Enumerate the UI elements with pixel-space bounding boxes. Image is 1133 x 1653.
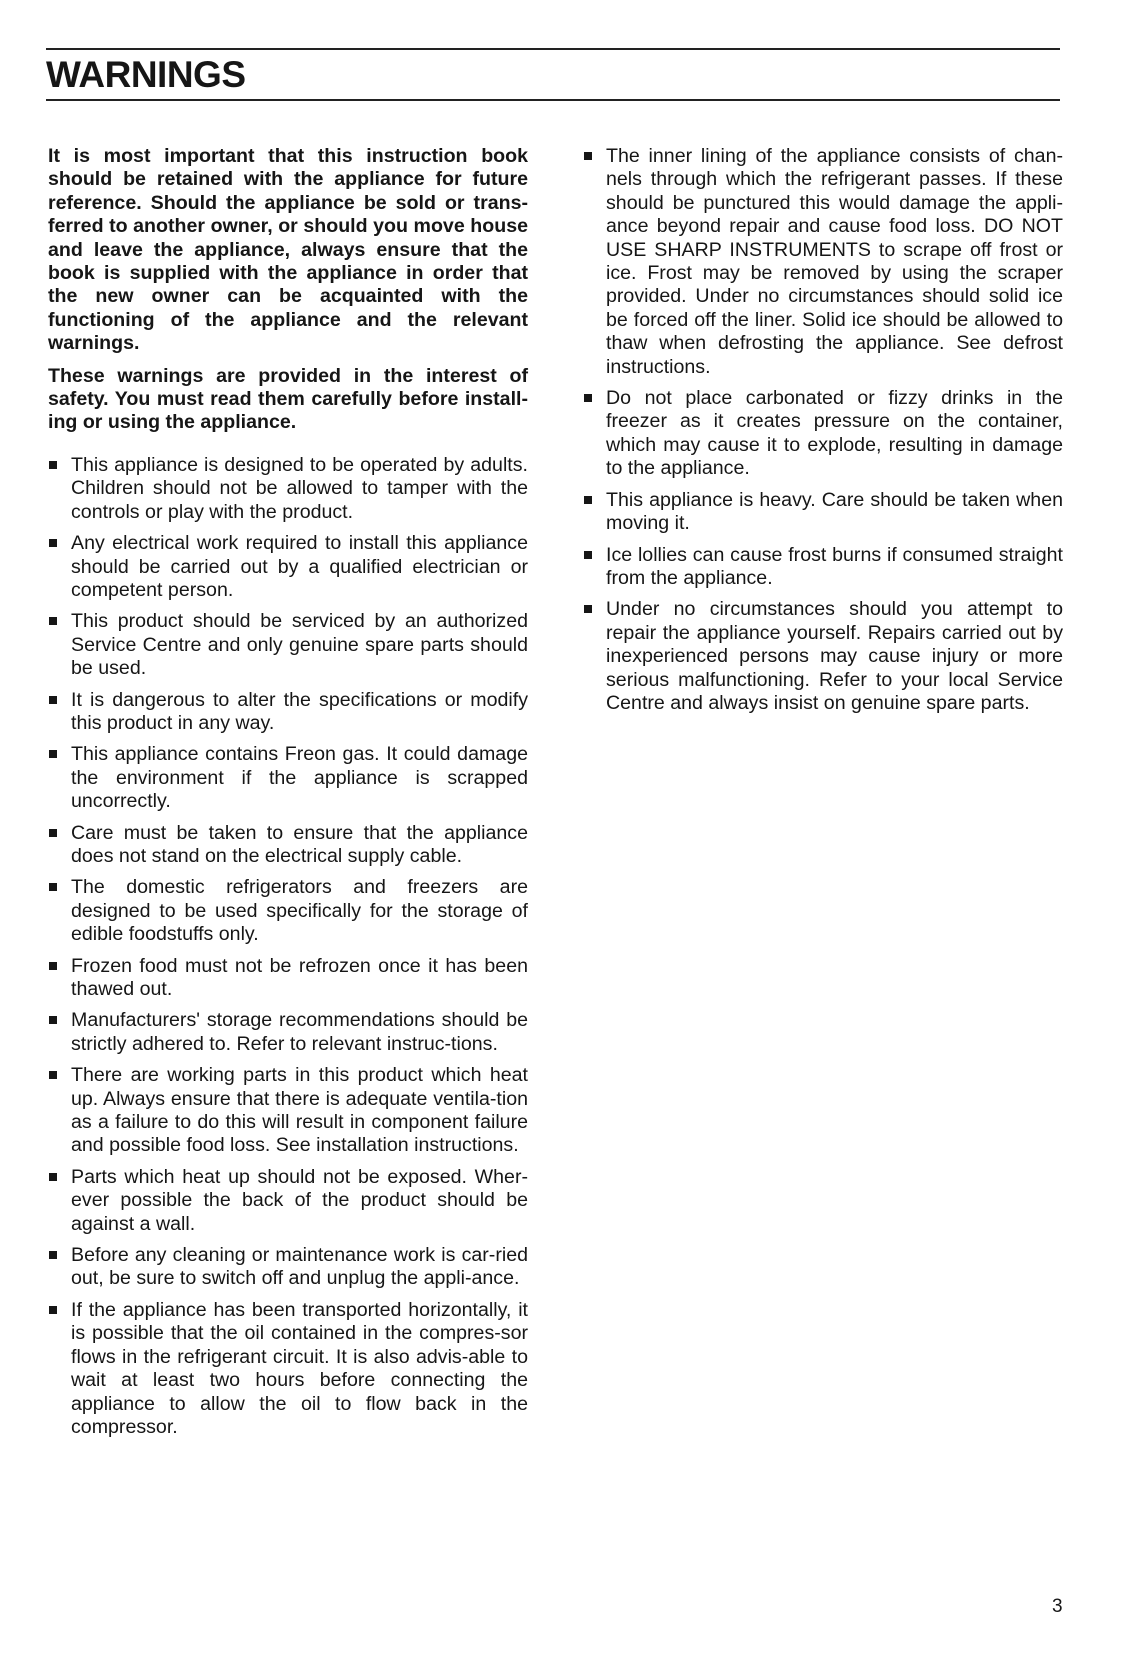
warning-list-left xyxy=(48,454,528,1439)
warning-item xyxy=(48,532,528,602)
bullet-icon xyxy=(49,1251,57,1259)
right-column xyxy=(583,145,1063,723)
warning-item xyxy=(48,822,528,869)
bullet-icon xyxy=(584,605,592,613)
bullet-icon xyxy=(49,1016,57,1024)
warning-item xyxy=(583,145,1063,379)
intro-paragraph-retain-book: It is most important that this instruction book should be retained with the appliance for future reference. Should the appliance be sold or trans-ferred to another owner, or should you move house and leave the appliance, always ensure that the book is supplied with the appliance in order that the new owner can be acquainted with the functioning of the appliance and the relevant warnings. xyxy=(48,145,528,355)
warning-text: Ice lollies can cause frost burns if consumed straight from the appliance. xyxy=(606,543,1063,589)
warning-item xyxy=(48,876,528,946)
bullet-icon xyxy=(584,152,592,160)
bullet-icon xyxy=(584,394,592,402)
warning-text: Manufacturers' storage recommendations should be strictly adhered to. Refer to relevant instruc-tions. xyxy=(71,1009,528,1055)
warning-text: This appliance is heavy. Care should be taken when moving it. xyxy=(606,488,1063,535)
warning-item xyxy=(48,454,528,524)
warning-item xyxy=(583,489,1063,536)
warning-item xyxy=(583,544,1063,591)
bullet-icon xyxy=(49,1173,57,1181)
warning-text: Frozen food must not be refrozen once it has been thawed out. xyxy=(71,954,528,1000)
bullet-icon xyxy=(49,1306,57,1314)
warning-text: This appliance is designed to be operated by adults. Children should not be allowed to tamper with the controls or play with the product. xyxy=(71,453,528,523)
warning-item xyxy=(48,610,528,680)
warning-list-right xyxy=(583,145,1063,715)
bullet-icon xyxy=(49,461,57,469)
warning-text: This appliance contains Freon gas. It could damage the environment if the appliance is scrapped uncorrectly. xyxy=(71,743,528,813)
warning-item xyxy=(48,1166,528,1236)
bullet-icon xyxy=(49,962,57,970)
warning-text: Before any cleaning or maintenance work is car-ried out, be sure to switch off and unplug the appli-ance. xyxy=(71,1244,528,1290)
bullet-icon xyxy=(584,551,592,559)
warning-text: There are working parts in this product which heat up. Always ensure that there is adequate ventila-tion as a failure to do this will result in component failure and possible food loss. See installation instructions. xyxy=(71,1064,528,1157)
warning-text: This product should be serviced by an authorized Service Centre and only genuine spare parts should be used. xyxy=(71,610,528,680)
warning-item xyxy=(583,598,1063,715)
bullet-icon xyxy=(49,696,57,704)
warning-text: Parts which heat up should not be exposed. Wher-ever possible the back of the product should be against a wall. xyxy=(71,1165,528,1235)
warning-item xyxy=(48,955,528,1002)
intro-paragraph-safety: These warnings are provided in the interest of safety. You must read them carefully before install-ing or using the appliance. xyxy=(48,364,528,434)
bullet-icon xyxy=(49,750,57,758)
header-rule-top xyxy=(46,48,1060,50)
bullet-icon xyxy=(49,1071,57,1079)
warning-text: The domestic refrigerators and freezers are designed to be used specifically for the storage of edible foodstuffs only. xyxy=(71,876,528,946)
warning-item xyxy=(48,1299,528,1439)
warning-item xyxy=(48,689,528,736)
warning-item xyxy=(48,1009,528,1056)
warning-text: Any electrical work required to install this appliance should be carried out by a qualified electrician or competent person. xyxy=(71,532,528,601)
header-rule-bottom xyxy=(46,99,1060,101)
bullet-icon xyxy=(49,539,57,547)
warning-item xyxy=(48,1244,528,1291)
warning-text: It is dangerous to alter the specifications or modify this product in any way. xyxy=(71,688,528,734)
bullet-icon xyxy=(584,496,592,504)
bullet-icon xyxy=(49,617,57,625)
warning-text: If the appliance has been transported horizontally, it is possible that the oil contained in the compres-sor flows in the refrigerant circuit. It is also advis-able to wait at least two hours before connecting the appliance to allow the oil to flow back in the compressor. xyxy=(71,1298,528,1438)
warning-text: Care must be taken to ensure that the appliance does not stand on the electrical supply cable. xyxy=(71,821,528,867)
bullet-icon xyxy=(49,883,57,891)
warning-text: Do not place carbonated or fizzy drinks in the freezer as it creates pressure on the container, which may cause it to explode, resulting in damage to the appliance. xyxy=(606,387,1063,480)
page-number: 3 xyxy=(1052,1596,1063,1617)
warning-item xyxy=(48,743,528,813)
warning-text: Under no circumstances should you attempt to repair the appliance yourself. Repairs carried out by inexperienced persons may cause injury or more serious malfunctioning. Refer to your local Service Centre and always insist on genuine spare parts. xyxy=(606,598,1063,714)
warning-item xyxy=(583,387,1063,481)
warning-item xyxy=(48,1064,528,1158)
left-column xyxy=(48,145,528,1447)
warning-text: The inner lining of the appliance consists of chan-nels through which the refrigerant passes. If these should be punctured this would damage the appli-ance beyond repair and cause food loss. DO NOT USE SHARP INSTRUMENTS to scrape off frost or ice. Frost may be removed by using the scraper provided. Under no circumstances should solid ice be forced off the liner. Solid ice should be allowed to thaw when defrosting the appliance. See defrost instructions. xyxy=(606,145,1063,378)
bullet-icon xyxy=(49,829,57,837)
page-title: WARNINGS xyxy=(46,54,246,95)
